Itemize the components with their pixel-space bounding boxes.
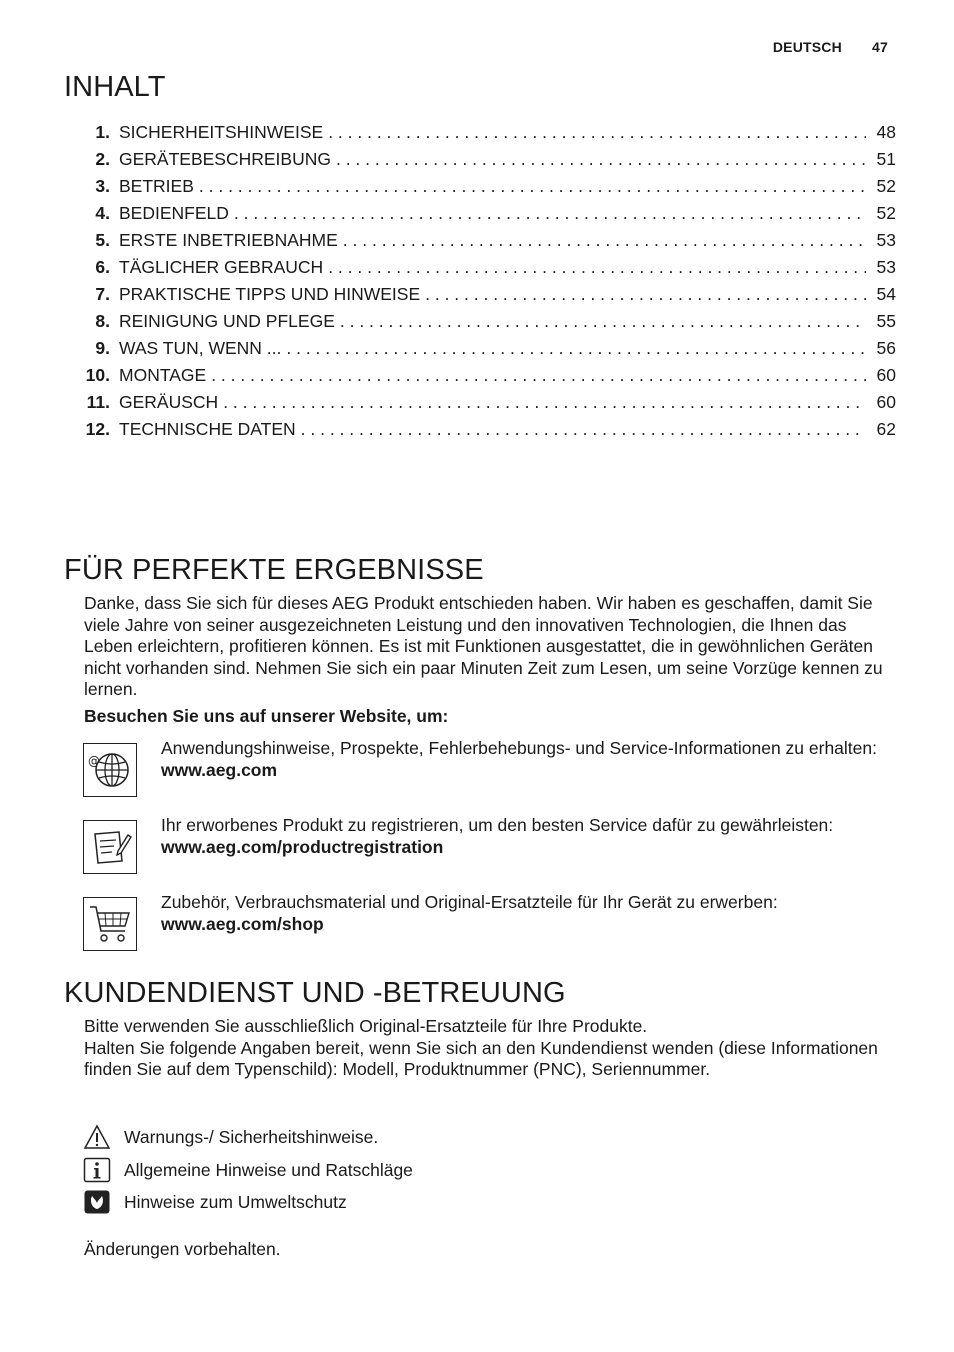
web-link-registration-text: Ihr erworbenes Produkt zu registrieren, um den besten Service dafür zu gewährleisten:	[161, 815, 834, 835]
symbol-info-label: Allgemeine Hinweise und Ratschläge	[124, 1160, 413, 1180]
globe-at-icon	[83, 743, 137, 797]
symbol-info	[83, 1157, 583, 1187]
toc-entry-number: 8.	[95, 311, 110, 331]
web-link-registration-url[interactable]: www.aeg.com/productregistration	[161, 836, 444, 857]
toc-dot-leader	[301, 416, 866, 443]
toc-entry-page: 62	[876, 419, 896, 439]
toc-dot-leader	[328, 254, 866, 281]
toc-dot-leader	[328, 119, 866, 146]
toc-entry-page: 60	[876, 392, 896, 412]
inhalt-heading: INHALT	[64, 71, 166, 103]
header-page-number: 47	[872, 39, 888, 55]
toc-dot-leader	[425, 281, 866, 308]
toc-entry-page: 55	[876, 311, 896, 331]
web-link-shop-url[interactable]: www.aeg.com/shop	[161, 913, 324, 934]
toc-entry-number: 2.	[95, 149, 110, 169]
toc-dot-leader	[340, 308, 866, 335]
toc-dot-leader	[343, 227, 866, 254]
intro-paragraph: Danke, dass Sie sich für dieses AEG Produkt entschieden haben. Wir haben es geschaffen, damit Sie viele Jahre von seiner ausgezeichneten Leistung und den innovativen Technologien, die Ihnen das Leben erleichtern, profitieren können. Es ist mit Funktionen ausgestattet, die in gewöhnlichen Geräten nicht vorhanden sind. Nehmen Sie sich ein paar Minuten Zeit zum Lesen, um seine Vorzüge kennen zu lernen.	[84, 593, 883, 699]
toc-entry-page: 56	[876, 338, 896, 358]
toc-entry-title: BETRIEB	[119, 176, 194, 196]
symbol-environment-label: Hinweise zum Umweltschutz	[124, 1192, 347, 1212]
perfekt-heading: FÜR PERFEKTE ERGEBNISSE	[64, 554, 484, 586]
page-header	[773, 39, 888, 55]
kundendienst-heading: KUNDENDIENST UND -BETREUUNG	[64, 977, 566, 1009]
toc-dot-leader	[223, 389, 866, 416]
toc-entry-number: 6.	[95, 257, 110, 277]
kundendienst-body	[84, 1016, 896, 1081]
toc-entry-page: 54	[876, 284, 896, 304]
toc-entry-page: 52	[876, 203, 896, 223]
toc-entry-page: 53	[876, 257, 896, 277]
toc-entry-number: 7.	[95, 284, 110, 304]
toc-entry-page: 51	[876, 149, 896, 169]
warning-triangle-icon	[83, 1124, 111, 1150]
environment-leaf-icon	[83, 1189, 111, 1215]
toc-dot-leader	[234, 200, 866, 227]
toc-dot-leader	[199, 173, 866, 200]
web-link-info-text: Anwendungshinweise, Prospekte, Fehlerbehebungs- und Service-Informationen zu erhalten:	[161, 738, 877, 758]
header-language: DEUTSCH	[772, 39, 842, 55]
kundendienst-line-1: Bitte verwenden Sie ausschließlich Original-Ersatzteile für Ihre Produkte.	[84, 1016, 648, 1036]
toc-entry-title: PRAKTISCHE TIPPS UND HINWEISE	[119, 284, 421, 304]
toc-entry-title: TÄGLICHER GEBRAUCH	[119, 257, 324, 277]
toc-entry[interactable]	[74, 254, 896, 281]
toc-entry[interactable]	[74, 173, 896, 200]
toc-entry[interactable]	[74, 119, 896, 146]
toc-entry[interactable]	[74, 335, 896, 362]
kundendienst-line-2: Halten Sie folgende Angaben bereit, wenn Sie sich an den Kundendienst wenden (diese Informationen finden Sie auf dem Typenschild): Modell, Produktnummer (PNC), Seriennummer.	[84, 1037, 878, 1079]
toc-entry-title: BEDIENFELD	[119, 203, 229, 223]
toc-entry-page: 48	[876, 122, 896, 142]
table-of-contents	[74, 119, 896, 443]
toc-entry-number: 4.	[95, 203, 110, 223]
footer-note: Änderungen vorbehalten.	[84, 1239, 281, 1259]
web-link-info-url[interactable]: www.aeg.com	[161, 759, 278, 780]
toc-entry[interactable]	[74, 389, 896, 416]
toc-entry[interactable]	[74, 281, 896, 308]
symbol-environment	[83, 1189, 583, 1219]
toc-entry-title: MONTAGE	[119, 365, 207, 385]
toc-entry-page: 52	[876, 176, 896, 196]
toc-entry-number: 3.	[95, 176, 110, 196]
toc-entry-page: 60	[876, 365, 896, 385]
toc-entry-title: SICHERHEITSHINWEISE	[119, 122, 324, 142]
toc-entry-number: 10.	[85, 365, 110, 385]
toc-entry[interactable]	[74, 200, 896, 227]
toc-dot-leader	[336, 146, 866, 173]
toc-entry-title: TECHNISCHE DATEN	[119, 419, 296, 439]
toc-entry[interactable]	[74, 416, 896, 443]
symbol-warning	[83, 1124, 583, 1154]
toc-entry-number: 12.	[85, 419, 110, 439]
toc-entry[interactable]	[74, 227, 896, 254]
toc-entry-number: 5.	[95, 230, 110, 250]
toc-entry[interactable]	[74, 146, 896, 173]
web-link-shop-text: Zubehör, Verbrauchsmaterial und Original-Ersatzteile für Ihr Gerät zu erwerben:	[161, 892, 778, 912]
toc-entry[interactable]	[74, 308, 896, 335]
shopping-cart-icon	[83, 897, 137, 951]
toc-entry[interactable]	[74, 362, 896, 389]
symbol-warning-label: Warnungs-/ Sicherheitshinweise.	[124, 1127, 379, 1147]
registration-document-icon	[83, 820, 137, 874]
toc-entry-number: 9.	[95, 338, 110, 358]
toc-entry-number: 1.	[95, 122, 110, 142]
toc-dot-leader	[286, 335, 866, 362]
toc-dot-leader	[211, 362, 866, 389]
info-icon	[83, 1157, 111, 1183]
svg-text:@: @	[88, 754, 100, 768]
toc-entry-title: GERÄTEBESCHREIBUNG	[119, 149, 331, 169]
toc-entry-page: 53	[876, 230, 896, 250]
toc-entry-title: GERÄUSCH	[119, 392, 219, 412]
toc-entry-number: 11.	[86, 392, 110, 412]
toc-entry-title: REINIGUNG UND PFLEGE	[119, 311, 335, 331]
visit-website-label: Besuchen Sie uns auf unserer Website, um:	[84, 706, 449, 726]
toc-entry-title: ERSTE INBETRIEBNAHME	[119, 230, 338, 250]
toc-entry-title: WAS TUN, WENN ...	[119, 338, 282, 358]
